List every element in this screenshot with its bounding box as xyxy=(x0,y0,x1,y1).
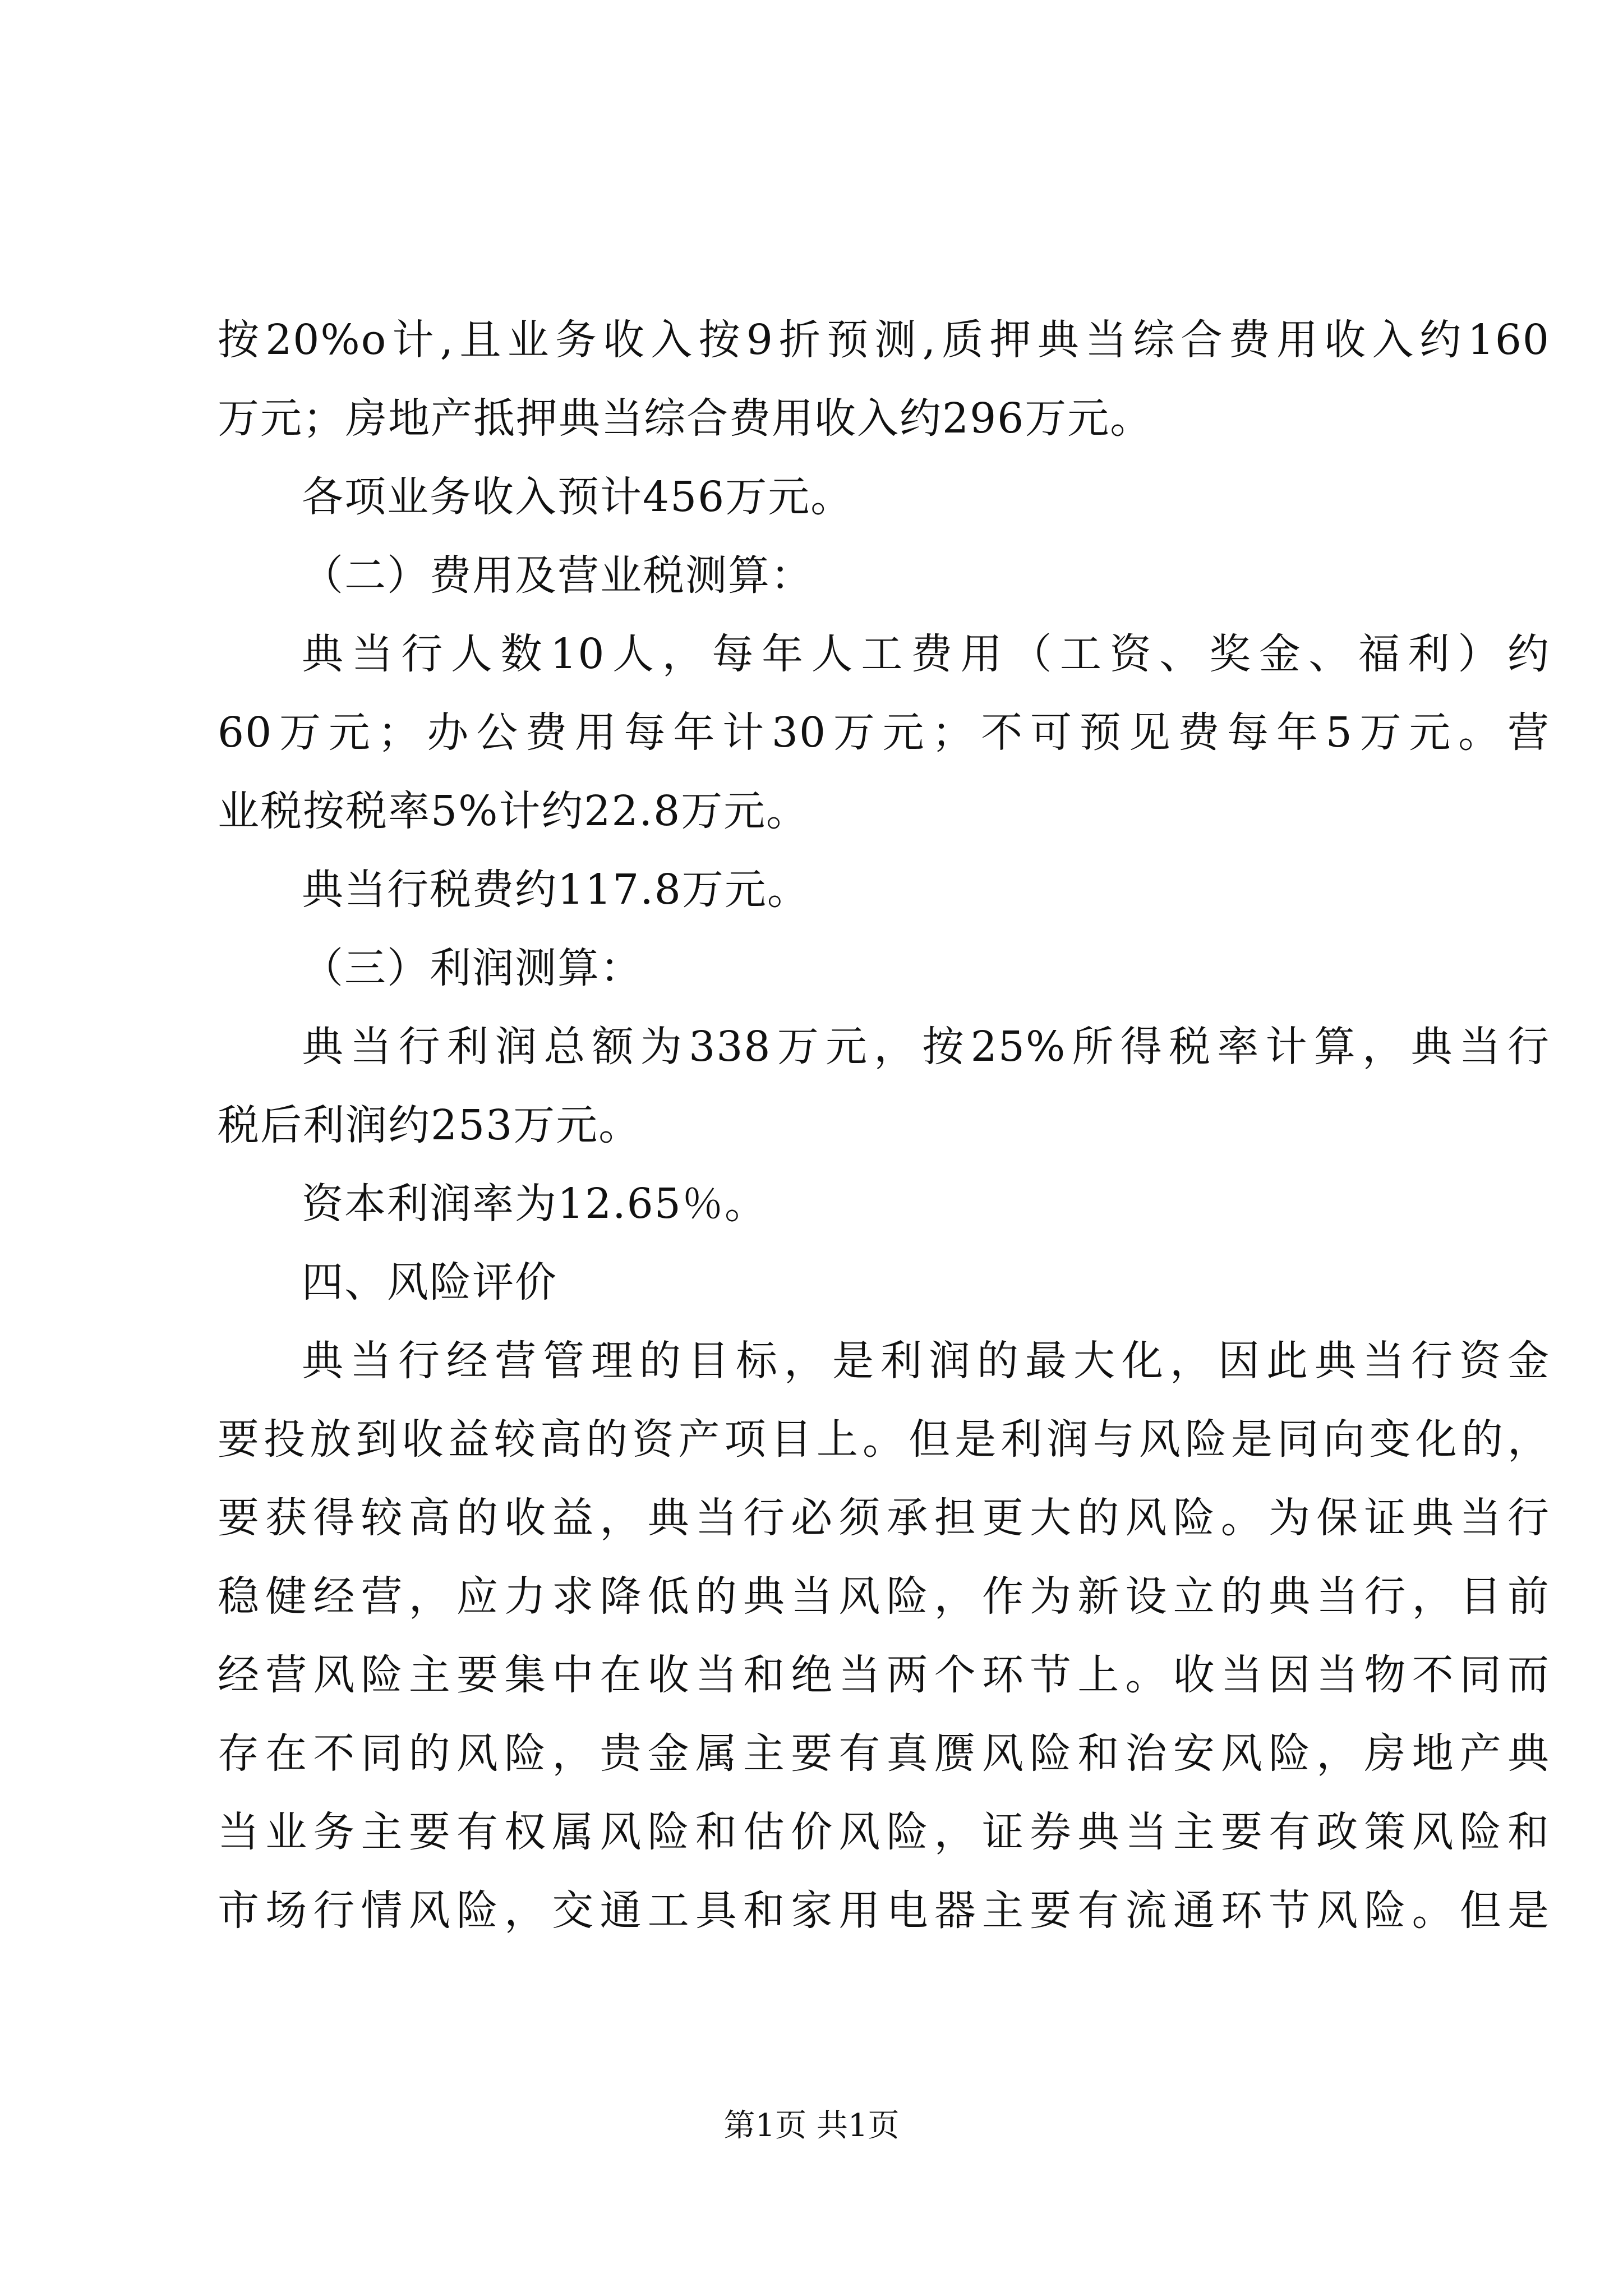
paragraph-line-10: 典当行利润总额为338万元，按25%所得税率计算，典当行 xyxy=(302,1023,1550,1071)
paragraph-line-1: 按20%o计,且业务收入按9折预测,质押典当综合费用收入约160 xyxy=(218,316,1550,364)
paragraph-line-15: 要投放到收益较高的资产项目上。但是利润与风险是同向变化的， xyxy=(218,1415,1550,1464)
paragraph-line-8: 典当行税费约117.8万元。 xyxy=(302,866,810,914)
paragraph-line-12: 资本利润率为12.65％。 xyxy=(302,1180,767,1228)
paragraph-line-21: 市场行情风险，交通工具和家用电器主要有流通环节风险。但是 xyxy=(218,1887,1550,1935)
page-number-footer: 第1页 共1页 xyxy=(723,2108,900,2144)
paragraph-line-11: 税后利润约253万元。 xyxy=(218,1101,642,1149)
paragraph-line-19: 存在不同的风险，贵金属主要有真赝风险和治安风险，房地产典 xyxy=(218,1729,1550,1778)
section-heading-risk: 四、风险评价 xyxy=(302,1258,557,1306)
paragraph-line-5: 典当行人数10人，每年人工费用（工资、奖金、福利）约 xyxy=(302,630,1550,678)
paragraph-line-18: 经营风险主要集中在收当和绝当两个环节上。收当因当物不同而 xyxy=(218,1651,1550,1699)
paragraph-line-6: 60万元；办公费用每年计30万元；不可预见费每年5万元。营 xyxy=(218,708,1550,757)
paragraph-line-7: 业税按税率5%计约22.8万元。 xyxy=(218,787,809,835)
section-heading-expenses: （二）费用及营业税测算： xyxy=(302,551,813,600)
paragraph-line-2: 万元；房地产抵押典当综合费用收入约296万元。 xyxy=(218,394,1153,443)
section-heading-profit: （三）利润测算： xyxy=(302,944,643,992)
paragraph-line-3: 各项业务收入预计456万元。 xyxy=(302,473,854,521)
paragraph-line-17: 稳健经营，应力求降低的典当风险，作为新设立的典当行，目前 xyxy=(218,1572,1550,1621)
paragraph-line-14: 典当行经营管理的目标，是利润的最大化，因此典当行资金 xyxy=(302,1337,1550,1385)
paragraph-line-16: 要获得较高的收益，典当行必须承担更大的风险。为保证典当行 xyxy=(218,1494,1550,1542)
paragraph-line-20: 当业务主要有权属风险和估价风险，证券典当主要有政策风险和 xyxy=(218,1808,1550,1856)
